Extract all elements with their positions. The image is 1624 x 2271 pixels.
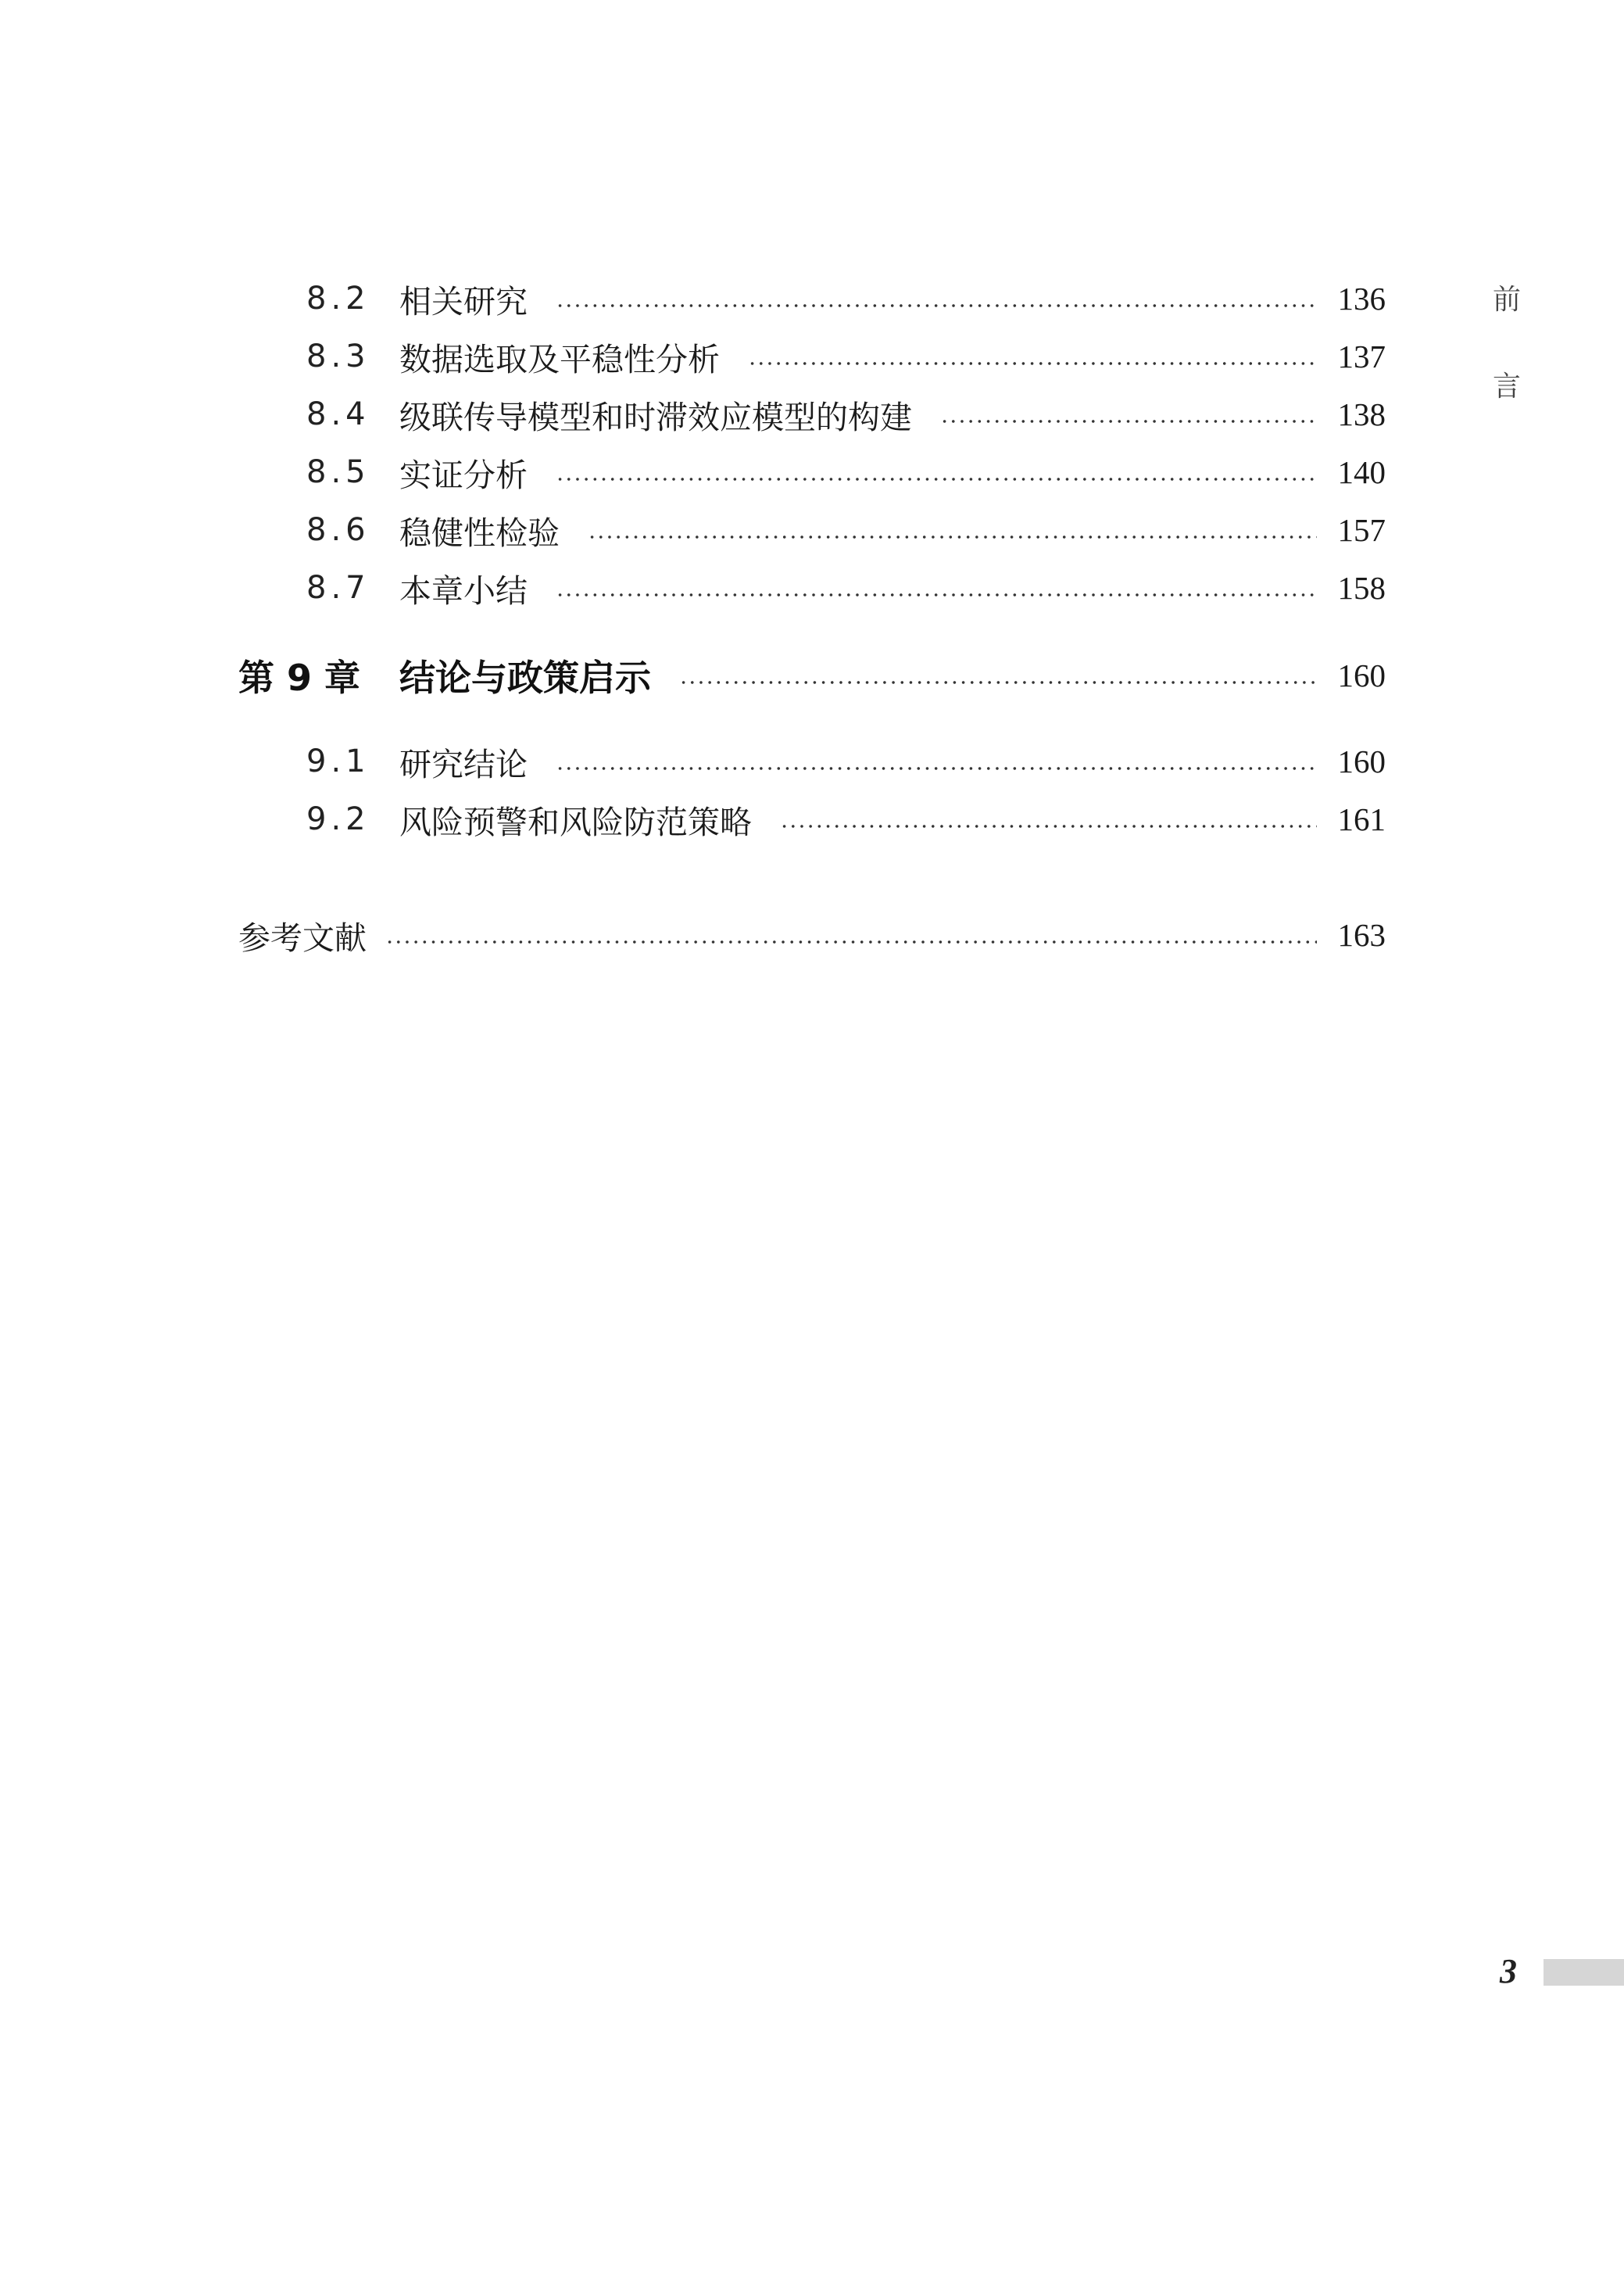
section-number: 8.6 — [306, 512, 370, 548]
dot-leader — [780, 804, 1317, 835]
page-number: 3 — [1500, 1952, 1517, 1990]
toc-entry-9-1[interactable] — [238, 733, 1386, 790]
dot-leader — [940, 399, 1317, 430]
page-ref: 160 — [1337, 743, 1386, 779]
section-title: 本章小结 — [399, 571, 528, 610]
section-title: 数据选取及平稳性分析 — [399, 340, 720, 378]
chapter-number: 第 9 章 — [238, 657, 361, 699]
toc-entry-references[interactable] — [238, 906, 1386, 964]
section-number: 8.3 — [306, 339, 370, 374]
section-title: 稳健性检验 — [399, 514, 560, 552]
references-title: 参考文献 — [238, 919, 367, 957]
page-ref: 158 — [1337, 570, 1386, 606]
section-title: 研究结论 — [399, 745, 528, 783]
page-ref: 163 — [1337, 917, 1386, 953]
toc-entry-9-2[interactable] — [238, 790, 1386, 848]
page-ref: 161 — [1337, 801, 1386, 837]
dot-leader — [679, 660, 1317, 691]
page-ref: 157 — [1337, 512, 1386, 548]
section-title: 实证分析 — [399, 456, 528, 494]
toc-entry-8-6[interactable] — [238, 501, 1386, 559]
section-title: 相关研究 — [399, 282, 528, 321]
section-number: 8.2 — [306, 281, 370, 317]
section-title: 级联传导模型和时滞效应模型的构建 — [399, 398, 912, 436]
dot-leader — [385, 919, 1317, 951]
side-running-label-char-2: 言 — [1492, 371, 1521, 403]
side-running-label-char-1: 前 — [1492, 284, 1521, 316]
dot-leader — [556, 283, 1317, 314]
chapter-title: 结论与政策启示 — [399, 657, 651, 699]
toc-entry-8-5[interactable] — [238, 443, 1386, 501]
page-ref: 160 — [1337, 657, 1386, 693]
section-title: 风险预警和风险防范策略 — [399, 803, 752, 841]
page-edge-tab — [1544, 1959, 1624, 1986]
page-ref: 140 — [1337, 454, 1386, 490]
toc-entry-8-3[interactable] — [238, 328, 1386, 385]
section-number: 9.2 — [306, 801, 370, 837]
section-number: 8.4 — [306, 396, 370, 432]
dot-leader — [588, 514, 1317, 546]
page-ref: 136 — [1337, 281, 1386, 317]
toc-entry-chapter-9[interactable] — [238, 647, 1386, 704]
toc-entry-8-4[interactable] — [238, 385, 1386, 443]
section-number: 8.5 — [306, 454, 370, 490]
section-number: 9.1 — [306, 743, 370, 779]
dot-leader — [556, 746, 1317, 777]
section-number: 8.7 — [306, 570, 370, 606]
page-ref: 137 — [1337, 339, 1386, 374]
dot-leader — [556, 572, 1317, 604]
page-ref: 138 — [1337, 396, 1386, 432]
dot-leader — [748, 341, 1317, 372]
toc-entry-8-7[interactable] — [238, 559, 1386, 617]
toc-entry-8-2[interactable] — [238, 270, 1386, 328]
dot-leader — [556, 457, 1317, 488]
